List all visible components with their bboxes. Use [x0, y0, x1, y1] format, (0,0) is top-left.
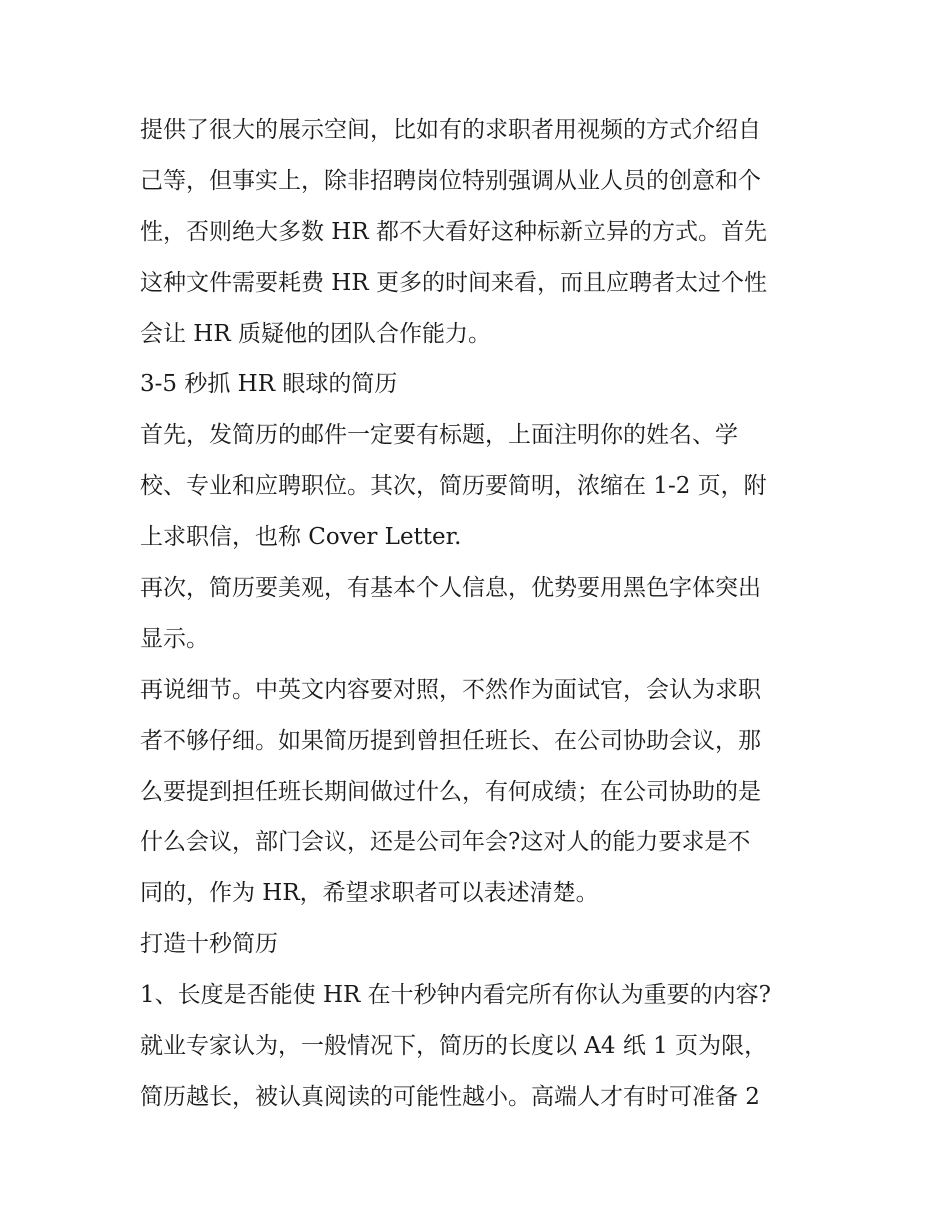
text-line: 提供了很大的展示空间，比如有的求职者用视频的方式介绍自	[140, 117, 761, 143]
text-line: 者不够仔细。如果简历提到曾担任班长、在公司协助会议，那	[140, 727, 761, 754]
text-line: 校、专业和应聘职位。其次，简历要简明，浓缩在 1-2 页，附	[140, 473, 767, 500]
section-heading: 3-5 秒抓 HR 眼球的简历	[140, 371, 398, 398]
text-line: 会让 HR 质疑他的团队合作能力。	[140, 320, 491, 347]
section-heading: 打造十秒简历	[140, 931, 278, 958]
text-line: 再次，简历要美观，有基本个人信息，优势要用黑色字体突出	[140, 575, 761, 602]
text-line: 么要提到担任班长期间做过什么，有何成绩；在公司协助的是	[140, 778, 761, 805]
text-line: 首先，发简历的邮件一定要有标题，上面注明你的姓名、学	[140, 422, 738, 449]
text-line: 再说细节。中英文内容要对照，不然作为面试官，会认为求职	[140, 676, 761, 703]
text-line: 上求职信，也称 Cover Letter.	[140, 524, 462, 551]
text-line: 性，否则绝大多数 HR 都不大看好这种标新立异的方式。首先	[140, 218, 767, 245]
text-line: 简历越长，被认真阅读的可能性越小。高端人才有时可准备 2	[140, 1083, 760, 1110]
text-line: 就业专家认为，一般情况下，简历的长度以 A4 纸 1 页为限，	[140, 1033, 768, 1060]
text-line: 同的，作为 HR，希望求职者可以表述清楚。	[140, 880, 599, 907]
text-line: 1、长度是否能使 HR 在十秒钟内看完所有你认为重要的内容?	[140, 982, 771, 1009]
text-line: 己等，但事实上，除非招聘岗位特别强调从业人员的创意和个	[140, 167, 761, 194]
document-body	[140, 105, 820, 1123]
text-line: 显示。	[140, 625, 209, 652]
text-line: 什么会议，部门会议，还是公司年会?这对人的能力要求是不	[140, 829, 751, 856]
text-line: 这种文件需要耗费 HR 更多的时间来看，而且应聘者太过个性	[140, 269, 767, 296]
